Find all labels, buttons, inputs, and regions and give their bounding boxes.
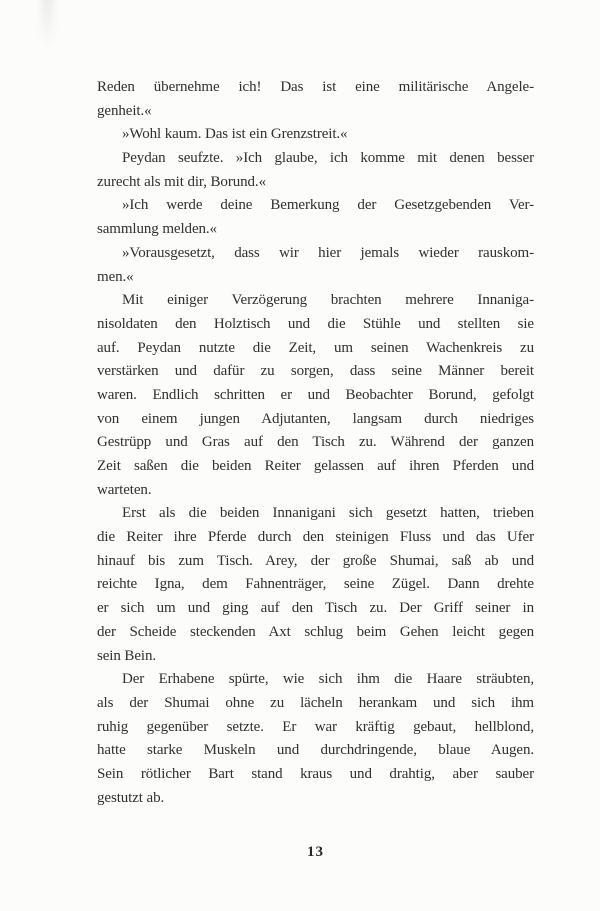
text-line: sein Bein. bbox=[97, 647, 156, 664]
text-line: er sich um und ging auf den Tisch zu. Der Griff seiner in bbox=[97, 600, 534, 617]
text-line: »Ich werde deine Bemerkung der Gesetzgebenden Ver- bbox=[122, 197, 534, 214]
text-line: der Scheide steckenden Axt schlug beim Gehen leicht gegen bbox=[97, 623, 534, 640]
text-line: men.« bbox=[97, 268, 134, 285]
page-number: 13 bbox=[307, 844, 324, 860]
scan-artifact bbox=[42, 0, 53, 50]
text-line: die Reiter ihre Pferde durch den steinigen Fluss und das Ufer bbox=[97, 529, 534, 546]
text-line: genheit.« bbox=[97, 102, 152, 119]
text-line: Der Erhabene spürte, wie sich ihm die Haare sträubten, bbox=[122, 671, 534, 688]
text-line: sammlung melden.« bbox=[97, 221, 217, 238]
page-text-block bbox=[97, 76, 534, 810]
text-line: Mit einiger Verzögerung brachten mehrere Innaniga- bbox=[122, 292, 534, 309]
text-line: ruhig gegenüber setzte. Er war kräftig gebaut, hellblond, bbox=[97, 718, 534, 735]
text-line: warteten. bbox=[97, 481, 152, 498]
text-line: waren. Endlich schritten er und Beobachter Borund, gefolgt bbox=[97, 386, 534, 403]
text-line: Erst als die beiden Innanigani sich gesetzt hatten, trieben bbox=[122, 505, 534, 522]
text-line: nisoldaten den Holztisch und die Stühle und stellten sie bbox=[97, 315, 534, 332]
text-line: »Wohl kaum. Das ist ein Grenzstreit.« bbox=[122, 126, 348, 143]
text-line: hinauf bis zum Tisch. Arey, der große Shumai, saß ab und bbox=[97, 552, 534, 569]
text-line: gestutzt ab. bbox=[97, 789, 165, 806]
text-line: Zeit saßen die beiden Reiter gelassen auf ihren Pferden und bbox=[97, 458, 534, 474]
text-line: »Vorausgesetzt, dass wir hier jemals wieder rauskom- bbox=[122, 244, 534, 261]
text-line: Gestrüpp und Gras auf den Tisch zu. Während der ganzen bbox=[97, 434, 534, 451]
text-line: Sein rötlicher Bart stand kraus und drahtig, aber sauber bbox=[97, 765, 534, 782]
text-line: verstärken und dafür zu sorgen, dass seine Männer bereit bbox=[97, 363, 534, 380]
text-line: Peydan seufzte. »Ich glaube, ich komme mit denen besser bbox=[122, 150, 534, 167]
text-line: reichte Igna, dem Fahnenträger, seine Zügel. Dann drehte bbox=[97, 576, 534, 593]
text-line: hatte starke Muskeln und durchdringende, blaue Augen. bbox=[97, 742, 534, 759]
text-line: als der Shumai ohne zu lächeln herankam und sich ihm bbox=[97, 694, 534, 711]
text-line: auf. Peydan nutzte die Zeit, um seinen Wachenkreis zu bbox=[97, 339, 534, 356]
text-line: zurecht als mit dir, Borund.« bbox=[97, 173, 266, 190]
text-line: von einem jungen Adjutanten, langsam durch niedriges bbox=[97, 410, 534, 427]
text-line: Reden übernehme ich! Das ist eine militärische Angele- bbox=[97, 79, 534, 95]
